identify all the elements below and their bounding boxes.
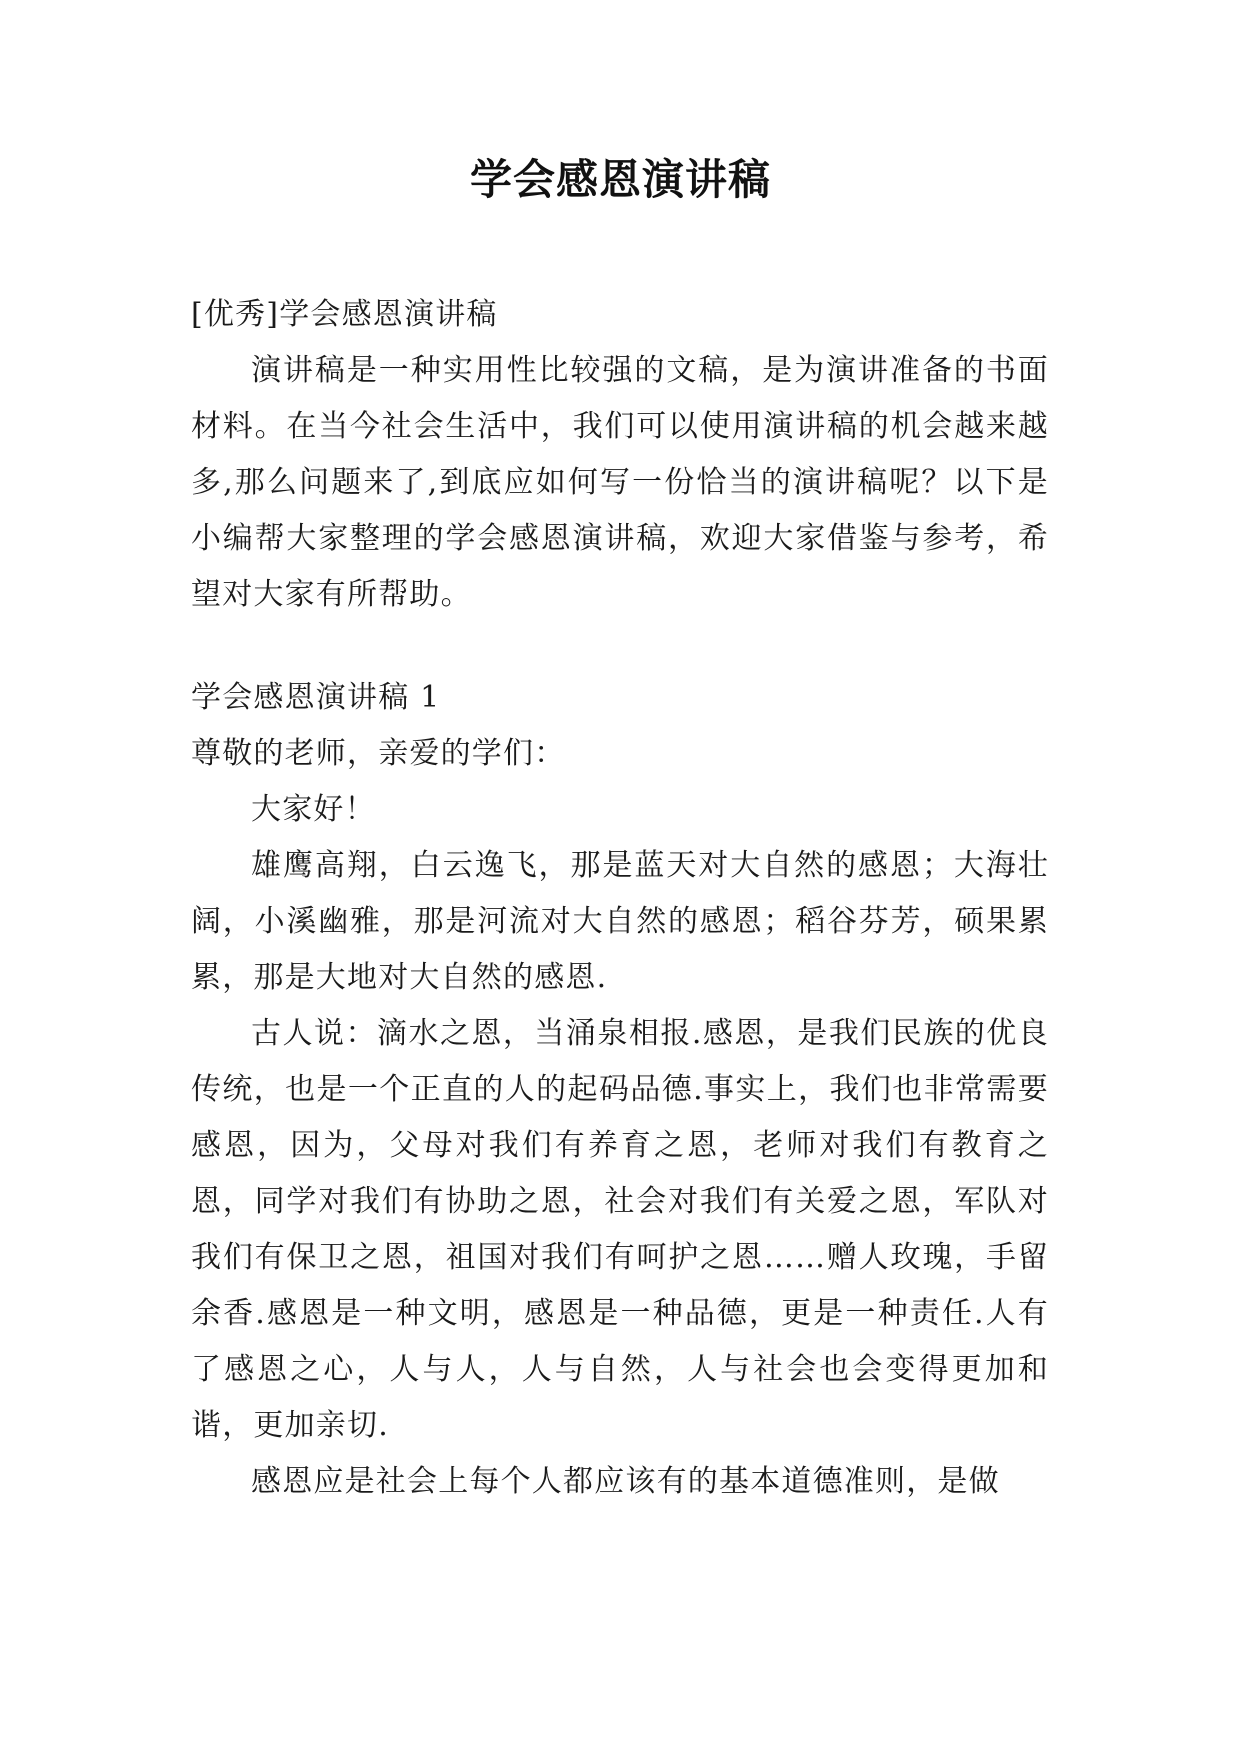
section-spacer bbox=[191, 623, 1049, 670]
document-body bbox=[191, 287, 1049, 1510]
body-paragraph: 古人说：滴水之恩，当涌泉相报.感恩，是我们民族的优良传统，也是一个正直的人的起码品德.事实上，我们也非常需要感恩，因为，父母对我们有养育之恩，老师对我们有教育之恩，同学对我们有协助之恩，社会对我们有关爱之恩，军队对我们有保卫之恩，祖国对我们有呵护之恩……赠人玫瑰，手留余香.感恩是一种文明，感恩是一种品德，更是一种责任.人有了感恩之心，人与人，人与自然，人与社会也会变得更加和谐，更加亲切. bbox=[191, 1016, 1049, 1443]
document-title: 学会感恩演讲稿 bbox=[469, 155, 771, 204]
document-subtitle: [优秀]学会感恩演讲稿 bbox=[191, 297, 498, 332]
body-paragraph: 雄鹰高翔，白云逸飞，那是蓝天对大自然的感恩；大海壮阔，小溪幽雅，那是河流对大自然的感恩；稻谷芬芳，硕果累累，那是大地对大自然的感恩. bbox=[191, 848, 1049, 995]
intro-paragraph: 演讲稿是一种实用性比较强的文稿，是为演讲准备的书面材料。在当今社会生活中，我们可以使用演讲稿的机会越来越多,那么问题来了,到底应如何写一份恰当的演讲稿呢？以下是小编帮大家整理的学会感恩演讲稿，欢迎大家借鉴与参考，希望对大家有所帮助。 bbox=[191, 353, 1049, 612]
body-paragraph: 感恩应是社会上每个人都应该有的基本道德准则，是做 bbox=[251, 1464, 1000, 1499]
salutation: 尊敬的老师，亲爱的学们： bbox=[191, 736, 566, 771]
greeting: 大家好！ bbox=[251, 792, 376, 827]
section-heading: 学会感恩演讲稿 1 bbox=[191, 680, 441, 715]
